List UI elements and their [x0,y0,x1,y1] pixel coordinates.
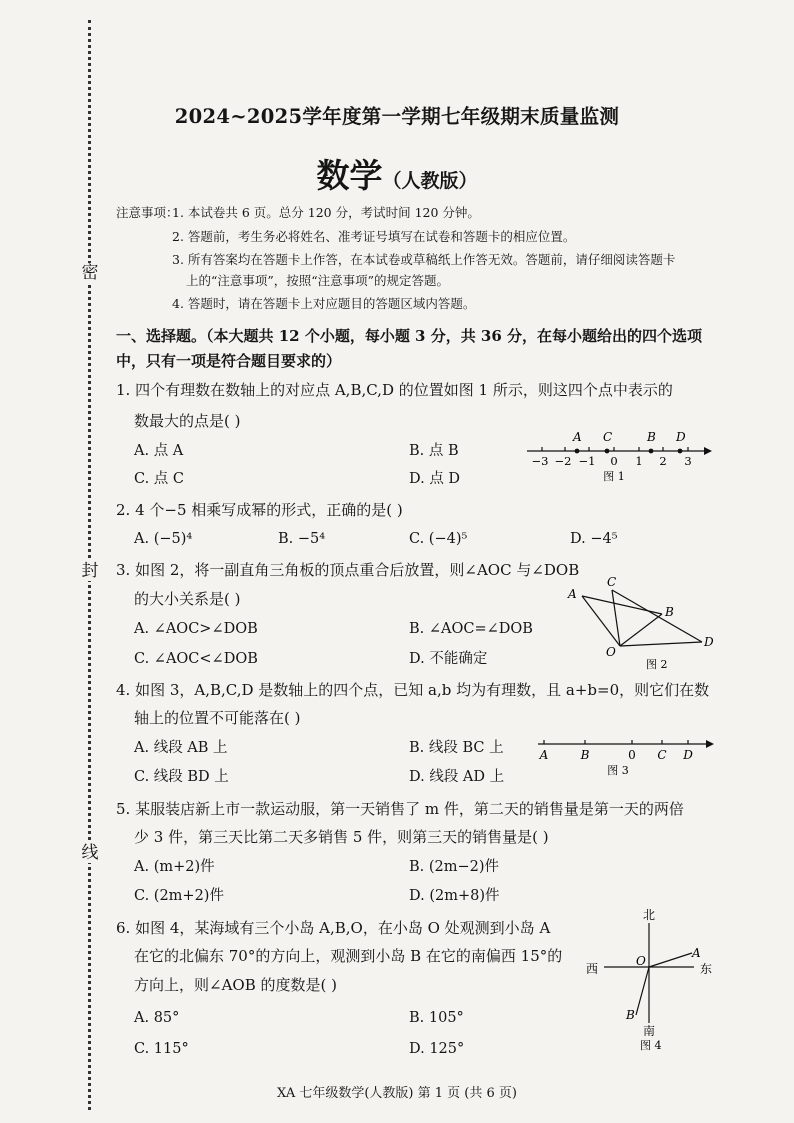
q4-option-c: C. 线段 BD 上 [134,769,229,785]
seal-char-feng: 封 [81,561,99,581]
question-1-stem: 1. 四个有理数在数轴上的对应点 A,B,C,D 的位置如图 1 所示，则这四个点中表示的 [116,381,673,399]
fig1-point-d: D [676,430,686,444]
q3-option-d: D. 不能确定 [409,651,488,667]
seal-char-mi: 密 [81,263,99,283]
fig1-point-a: A [573,430,582,444]
question-5-stem-cont: 少 3 件，第三天比第二天多销售 5 件，则第三天的销售量是( ) [134,828,549,846]
q2-option-b: B. −5⁴ [278,531,326,547]
q4-option-b: B. 线段 BC 上 [409,740,504,756]
section-1-heading-cont: 中，只有一项是符合题目要求的） [116,352,342,370]
question-6-stem-cont-2: 方向上，则∠AOB 的度数是( ) [134,976,337,994]
fig3-label-a: A [539,748,549,762]
q2-option-d: D. −4⁵ [570,531,618,547]
notes-label: 注意事项： [116,205,179,220]
question-3-stem: 3. 如图 2，将一副直角三角板的顶点重合后放置，则∠AOC 与∠DOB [116,561,580,579]
question-6-stem-cont: 在它的北偏东 70°的方向上，观测到小岛 B 在它的南偏西 15°的 [134,947,563,965]
q6-option-c: C. 115° [134,1041,189,1057]
fig1-tick-label: 0 [610,454,618,468]
note-item-3-cont: 上的“注意事项”，按照“注意事项”的规定答题。 [186,273,450,288]
question-2-stem: 2. 4 个−5 相乘写成幂的形式，正确的是( ) [116,501,403,519]
fig4-label-east: 东 [700,962,713,976]
q6-option-b: B. 105° [409,1010,464,1026]
q5-option-d: D. (2m+8)件 [409,888,500,904]
fig2-label-o: O [606,645,616,659]
q1-option-b: B. 点 B [409,443,459,459]
note-item-1: 1. 本试卷共 6 页。总分 120 分，考试时间 120 分钟。 [172,205,480,220]
figure-2-triangles [562,574,722,674]
fig1-point-c: C [603,430,613,444]
q5-option-a: A. (m+2)件 [134,859,215,875]
q6-option-d: D. 125° [409,1041,465,1057]
q5-option-c: C. (2m+2)件 [134,888,224,904]
fig4-label-o: O [636,954,646,968]
exam-title: 2024~2025学年度第一学期七年级期末质量监测 [174,105,620,128]
fig3-caption: 图 3 [607,764,629,777]
fig4-caption: 图 4 [640,1039,662,1052]
q1-option-a: A. 点 A [134,443,184,459]
fig4-label-b: B [626,1008,635,1022]
subject-name: 数学 [316,156,383,195]
q1-option-c: C. 点 C [134,471,184,487]
q4-option-a: A. 线段 AB 上 [134,740,228,756]
q1-option-d: D. 点 D [409,471,461,487]
fig3-label-d: D [683,748,693,762]
q2-option-a: A. (−5)⁴ [134,531,193,547]
q3-option-a: A. ∠AOC>∠DOB [134,621,258,637]
fig3-label-c: C [657,748,667,762]
edition-label: （人教版） [382,170,478,192]
q3-option-b: B. ∠AOC=∠DOB [409,621,533,637]
fig3-label-b: B [580,748,590,762]
q2-option-c: C. (−4)⁵ [409,531,468,547]
q6-option-a: A. 85° [134,1010,180,1026]
fig1-tick-label: −3 [531,454,549,468]
question-4-stem: 4. 如图 3，A,B,C,D 是数轴上的四个点，已知 a,b 均为有理数，且 a+b=0，则它们在数 [116,681,710,699]
figure-1-number-line [522,425,712,485]
fig4-label-north: 北 [643,908,656,922]
fig2-label-b: B [665,605,674,619]
q5-option-b: B. (2m−2)件 [409,859,500,875]
note-item-3: 3. 所有答案均在答题卡上作答，在本试卷或草稿纸上作答无效。答题前，请仔细阅读答题卡 [172,252,676,267]
figure-4-compass [582,905,717,1055]
seal-char-xian: 线 [81,843,99,863]
fig1-tick-label: −1 [578,454,596,468]
fig1-tick-label: −2 [554,454,572,468]
question-6-stem: 6. 如图 4，某海域有三个小岛 A,B,O，在小岛 O 处观测到小岛 A [116,919,551,937]
fig1-caption: 图 1 [603,470,625,483]
subject-title [0,150,794,197]
fig1-tick-label: 1 [635,454,643,468]
fig4-label-west: 西 [586,962,599,976]
q3-option-c: C. ∠AOC<∠DOB [134,651,258,667]
page-footer: XA 七年级数学(人教版) 第 1 页 (共 6 页) [277,1086,517,1101]
question-4-stem-cont: 轴上的位置不可能落在( ) [134,709,301,727]
figure-3-number-line [530,732,715,778]
fig2-label-a: A [568,587,577,601]
fig4-label-south: 南 [643,1024,656,1038]
fig2-label-d: D [704,635,714,649]
note-item-4: 4. 答题时，请在答题卡上对应题目的答题区域内答题。 [172,296,476,311]
section-1-heading: 一、选择题。（本大题共 12 个小题，每小题 3 分，共 36 分，在每小题给出的四个选项 [116,327,703,345]
fig1-point-b: B [647,430,656,444]
note-item-2: 2. 答题前，考生务必将姓名、准考证号填写在试卷和答题卡的相应位置。 [172,229,576,244]
fig4-label-a: A [692,946,701,960]
question-1-stem-cont: 数最大的点是( ) [134,412,241,430]
fig1-tick-label: 2 [659,454,667,468]
fig2-caption: 图 2 [646,658,668,671]
question-3-stem-cont: 的大小关系是( ) [134,590,241,608]
fig3-label-zero: 0 [628,748,636,762]
fig1-tick-label: 3 [684,454,692,468]
fig2-label-c: C [607,575,617,589]
question-5-stem: 5. 某服装店新上市一款运动服，第一天销售了 m 件，第二天的销售量是第一天的两倍 [116,800,684,818]
q4-option-d: D. 线段 AD 上 [409,769,505,785]
